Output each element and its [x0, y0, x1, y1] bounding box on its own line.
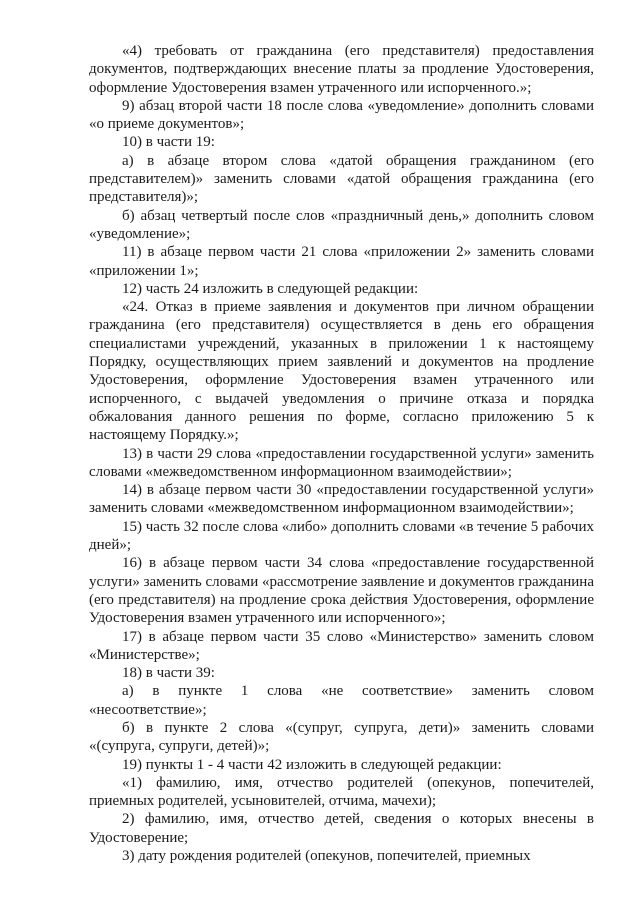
paragraph-item-19: 19) пункты 1 - 4 части 42 изложить в следующей редакции:: [122, 756, 502, 773]
paragraph-item-10b: б) абзац четвертый после слов «праздничный день,» дополнить словом «уведомление»;: [89, 207, 594, 242]
document-page: [89, 42, 594, 865]
paragraph-item-10: 10) в части 19:: [122, 134, 215, 151]
paragraph-subitem-2: 2) фамилию, имя, отчество детей, сведения о которых внесены в Удостоверение;: [89, 811, 594, 846]
paragraph-item-16: 16) в абзаце первом части 34 слова «предоставление государственной услуги» заменить словами «рассмотрение заявление и документов гражданина (его представителя) на продление срока действия Удостоверения, оформление Удостоверения взамен утраченного или испорченного»;: [89, 555, 594, 627]
paragraph-subitem-3: 3) дату рождения родителей (опекунов, попечителей, приемных: [122, 848, 531, 865]
paragraph-item-9: 9) абзац второй части 18 после слова «уведомление» дополнить словами «о приеме документов»;: [89, 97, 594, 133]
paragraph-item-14: 14) в абзаце первом части 30 «предоставлении государственной услуги» заменить словами «межведомственном информационном взаимодействии»;: [89, 482, 594, 517]
paragraph-item-13: 13) в части 29 слова «предоставлении государственной услуги» заменить словами «межведомственном информационном взаимодействии»;: [89, 445, 594, 480]
paragraph-item-15: 15) часть 32 после слова «либо» дополнить словами «в течение 5 рабочих дней»;: [89, 518, 594, 554]
paragraph-item-17: 17) в абзаце первом части 35 слово «Министерство» заменить словом «Министерстве»;: [89, 628, 594, 663]
paragraph-item-12: 12) часть 24 изложить в следующей редакции:: [122, 280, 419, 297]
paragraph-item-10a: а) в абзаце втором слова «датой обращения гражданином (его представителем)» заменить словами «датой обращения гражданина (его представителя)»;: [89, 152, 594, 206]
paragraph-requirement-4: «4) требовать от гражданина (его представителя) предоставления документов, подтверждающих внесение платы за продление Удостоверения, оформление Удостоверения взамен утраченного или испорченного.»;: [89, 43, 594, 96]
paragraph-part-24-text: «24. Отказ в приеме заявления и документов при личном обращении гражданина (его представителя) осуществляется в день его обращения специалистами учреждений, указанных в приложении 1 к настоящему Порядку, осуществляющих прием заявлений и документов на продление Удостоверения, оформление Удостоверения взамен утраченного или испорченного, с выдачей уведомления о причине отказа и порядка обжалования данного решения по форме, согласно приложению 5 к настоящему Порядку.»;: [89, 299, 594, 444]
paragraph-item-11: 11) в абзаце первом части 21 слова «приложении 2» заменить словами «приложении 1»;: [89, 244, 594, 279]
paragraph-item-18: 18) в части 39:: [122, 665, 215, 682]
paragraph-item-18a: а) в пункте 1 слова «не соответствие» заменить словом «несоответствие»;: [89, 683, 594, 718]
paragraph-item-18b: б) в пункте 2 слова «(супруг, супруга, дети)» заменить словами «(супруга, супруги, детей)»;: [89, 719, 594, 755]
paragraph-subitem-1: «1) фамилию, имя, отчество родителей (опекунов, попечителей, приемных родителей, усыновителей, отчима, мачехи);: [89, 774, 594, 810]
